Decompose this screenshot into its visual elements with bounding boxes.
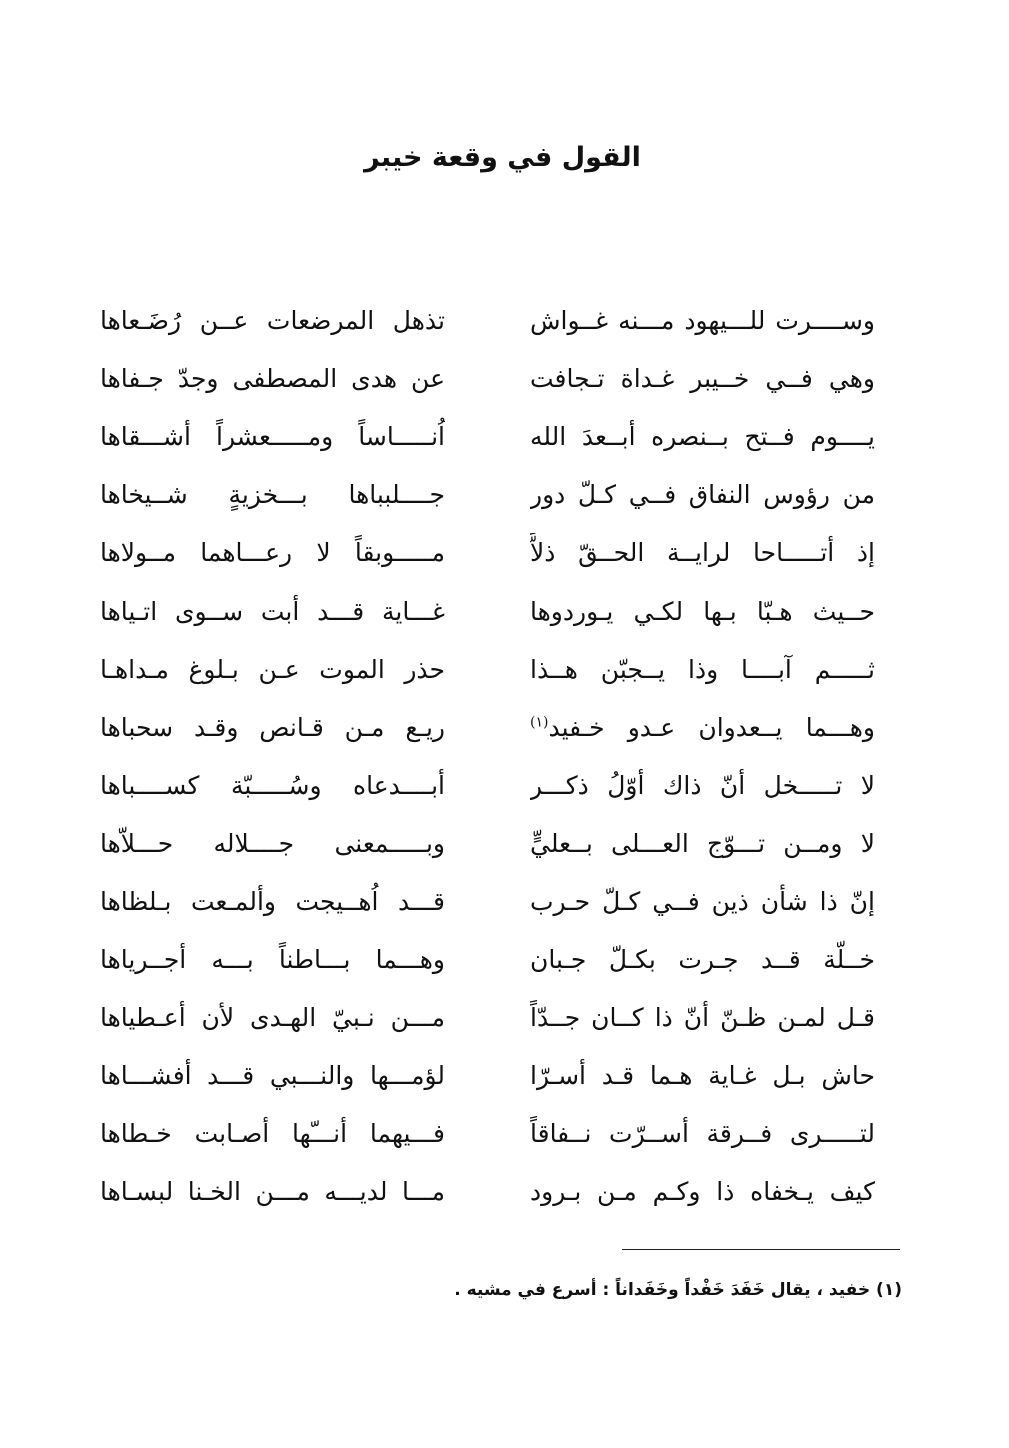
verse-first-hemistich: قـل لمـن ظـنّ أنّ ذا كــان جــدّاً bbox=[530, 1003, 875, 1033]
verse-second-hemistich: لؤمـــها والنـــبي قـــد أفشـــاها bbox=[100, 1061, 445, 1091]
verse-first-hemistich: يــــوم فــتح بــنصره أبــعدَ الله bbox=[530, 422, 875, 452]
verse-2 bbox=[100, 350, 875, 408]
verse-second-hemistich: ريـع مـن قـانص وقـد سحباها bbox=[100, 712, 445, 742]
verse-4 bbox=[100, 466, 875, 524]
verse-3 bbox=[100, 408, 875, 466]
verse-7 bbox=[100, 641, 875, 699]
verse-12 bbox=[100, 931, 875, 989]
footnote-marker: (١) bbox=[530, 714, 549, 731]
verse-first-hemistich: إذ أتـــــاحا لرايــة الحــقّ ذلاًّ bbox=[530, 538, 875, 568]
verse-second-hemistich: مـــا لديـــه مـــن الخـنا لبسـاها bbox=[100, 1177, 445, 1207]
verse-first-hemistich: لا تـــــخل أنّ ذاك أوّلُ ذكـــر bbox=[530, 770, 875, 800]
verse-second-hemistich: جــــلبباها بـــخزيةٍ شــيخاها bbox=[100, 480, 445, 510]
verse-first-hemistich: ثـــــم آبــــا وذا يــجبّن هــذا bbox=[530, 654, 875, 684]
verse-first-hemistich: كيف يـخفاه ذا وكـم مـن بـرود bbox=[530, 1177, 875, 1207]
verse-first-hemistich: لا ومــن تـــوّج العـــلى بــعليٍّ bbox=[530, 828, 875, 858]
verse-8 bbox=[100, 699, 875, 757]
verse-first-hemistich: وســــرت للـــيهود مـــنه غــواش bbox=[530, 306, 875, 336]
verse-first-hemistich: لتـــــرى فــرقة أســرّت نــفاقاً bbox=[530, 1119, 875, 1149]
verse-second-hemistich: اُنـــــاساً ومـــــعشراً أشـــقاها bbox=[100, 422, 445, 452]
verse-second-hemistich: قـــد اُهــيجت وألمـعت بـلظاها bbox=[100, 886, 445, 916]
verse-first-hemistich: حاش بـل غـاية هـما قـد أسـرّا bbox=[530, 1061, 875, 1091]
verse-11 bbox=[100, 873, 875, 931]
verse-first-hemistich: حــيث هـبّا بـها لكـي يـوردوها bbox=[530, 596, 875, 626]
verse-first-hemistich: وهي فــي خــيبر غـداة تـجافت bbox=[530, 364, 875, 394]
verse-second-hemistich: فـــيهما أنـــّها أصـابت خـطاها bbox=[100, 1119, 445, 1149]
verse-16 bbox=[100, 1163, 875, 1221]
verse-6 bbox=[100, 582, 875, 640]
verse-second-hemistich: وهـــما بـــاطناً بـــه أجــرياها bbox=[100, 945, 445, 975]
verse-15 bbox=[100, 1105, 875, 1163]
verse-first-hemistich: من رؤوس النفاق فــي كـلّ دور bbox=[530, 480, 875, 510]
verse-second-hemistich: أبــــدعاه وسُـــــبّة كســــباها bbox=[100, 770, 445, 800]
verse-second-hemistich: حذر الموت عـن بـلوغ مـداهـا bbox=[100, 654, 445, 684]
verse-first-hemistich: خــلّة قــد جـرت بكـلّ جـبان bbox=[530, 945, 875, 975]
verse-second-hemistich: مـــــوبقاً لا رعـــاهما مــولاها bbox=[100, 538, 445, 568]
verse-second-hemistich: عن هدى المصطفى وجدّ جـفاها bbox=[100, 364, 445, 394]
footnote: (١) خفيد ، يقال خَفَدَ خَفْداً وخَفَداناً : أسرع في مشيه . bbox=[454, 1280, 902, 1300]
verse-1 bbox=[100, 292, 875, 350]
verse-9 bbox=[100, 757, 875, 815]
verse-first-hemistich bbox=[530, 708, 875, 748]
verse-second-hemistich: تذهل المرضعات عــن رُضَـعاها bbox=[100, 306, 445, 336]
verse-second-hemistich: مـــن نـبيّ الهـدى لأن أعـطياها bbox=[100, 1003, 445, 1033]
page-title bbox=[0, 138, 1009, 178]
verse-first-hemistich: إنّ ذا شأن ذين فــي كـلّ حـرب bbox=[530, 886, 875, 916]
verse-second-hemistich: وبـــــمعنى جــــلاله حـــلاّها bbox=[100, 828, 445, 858]
verse-10 bbox=[100, 815, 875, 873]
verse-14 bbox=[100, 1047, 875, 1105]
page-title-text: القول في وقعة خيبر bbox=[364, 142, 641, 173]
poem bbox=[100, 292, 875, 1222]
verse-second-hemistich: غـــاية قـــد أبت ســوى اتـياها bbox=[100, 596, 445, 626]
verse-5 bbox=[100, 524, 875, 582]
verse-first-hemistich-text: وهـــما يــعدوان عـدو خـفيد bbox=[548, 712, 875, 742]
footnote-divider bbox=[622, 1249, 900, 1250]
verse-13 bbox=[100, 989, 875, 1047]
